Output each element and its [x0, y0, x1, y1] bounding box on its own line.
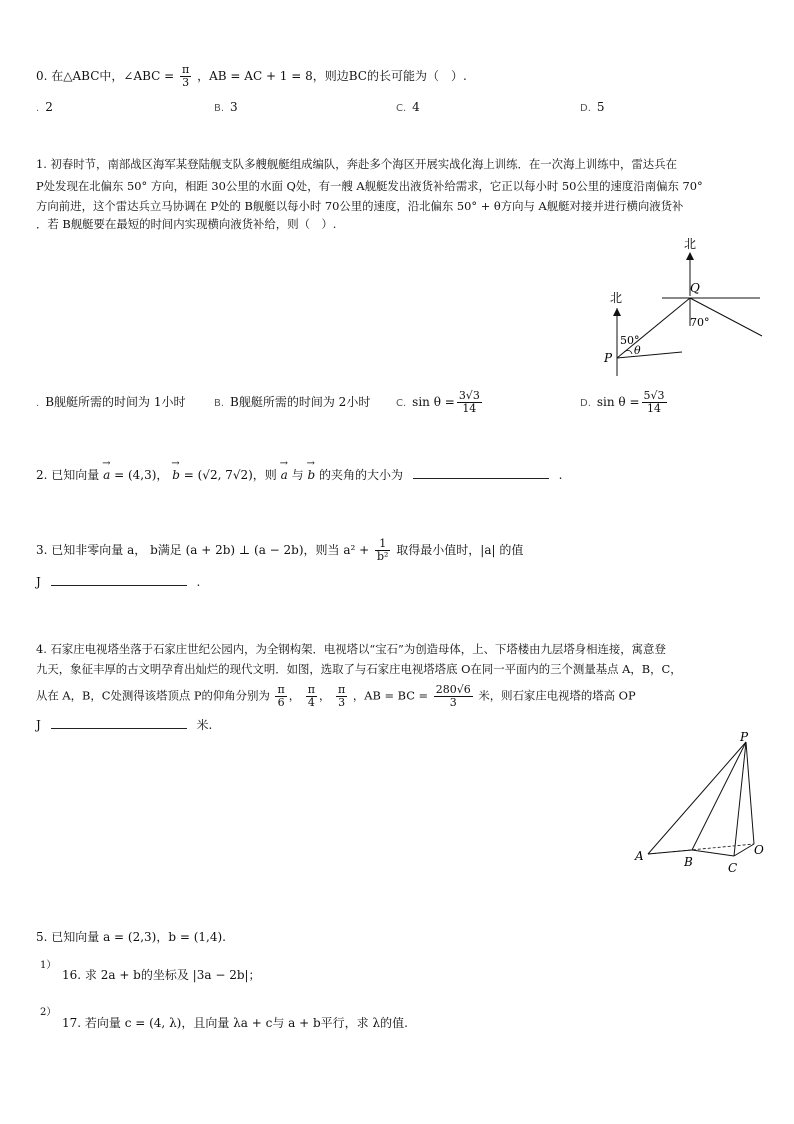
- q13-answer-blank[interactable]: [51, 575, 187, 586]
- q13-line-2: [36, 575, 200, 589]
- q14-frac-2: [306, 684, 317, 709]
- pq-line: [617, 298, 690, 358]
- q15-stem: 5. 已知向量 a = (2,3)，b = (1,4).: [36, 930, 226, 944]
- option-text: 5: [596, 100, 605, 114]
- option-fraction: [457, 390, 482, 415]
- frac-d: 14: [462, 402, 477, 415]
- q12-answer-blank[interactable]: [413, 468, 549, 479]
- q10-stem-b: ，AB = AC + 1 = 8，则边BC的长可能为（ ）.: [197, 69, 467, 83]
- frac-d: 14: [647, 402, 662, 415]
- q14-text-c: 米，则石家庄电视塔的塔高 OP: [478, 688, 636, 703]
- q15-part2-marker: 2）: [40, 1007, 57, 1018]
- q10-stem: [36, 64, 467, 89]
- q12-text-c: = (√2, 7√2)，则: [183, 468, 277, 482]
- line-bc: [692, 850, 734, 856]
- p-north-arrowhead: [613, 308, 621, 316]
- q10-option-a[interactable]: [36, 100, 53, 114]
- q10-fraction: [180, 64, 191, 89]
- option-fraction: [642, 390, 667, 415]
- vector-b: → b: [172, 468, 180, 482]
- q13-text-b: a，: [127, 543, 147, 557]
- q12-text-g: 的夹角的大小为: [318, 468, 403, 482]
- q14-answer-blank[interactable]: [51, 718, 187, 729]
- q11-figure: [590, 236, 770, 386]
- q10-option-b[interactable]: [214, 100, 238, 114]
- q-north-arrowhead: [686, 252, 694, 260]
- q13-text-a: 3. 已知非零向量: [36, 543, 124, 557]
- frac-n: π: [337, 683, 346, 696]
- frac-d: b²: [377, 550, 389, 563]
- point-a-label: A: [635, 849, 644, 863]
- point-o-label: O: [754, 843, 764, 857]
- q12-text-a: 2. 已知向量: [36, 468, 100, 482]
- q14-prefix: J: [36, 718, 41, 732]
- north-label-q: 北: [684, 237, 697, 251]
- q12-stem: [36, 466, 562, 483]
- frac-n: π: [277, 683, 285, 696]
- angle-theta-label: θ: [634, 344, 641, 357]
- q14-text-a: 从在 A，B，C处测得该塔顶点 P的仰角分别为: [36, 688, 270, 703]
- frac-d: 4: [307, 696, 315, 709]
- q14-line-2: 九天，象征丰厚的古文明孕育出灿烂的现代文明．如图，选取了与石家庄电视塔塔底 O在同一平面内的三个测量基点 A，B，C，: [36, 662, 682, 676]
- option-text: B舰艇所需的时间为 2小时: [230, 395, 371, 409]
- q11-option-c[interactable]: [396, 390, 484, 415]
- option-text: sin θ =: [412, 395, 455, 409]
- q14-end: 米.: [196, 718, 213, 732]
- frac-d: 3: [338, 696, 346, 709]
- frac-n: 5√3: [643, 389, 665, 402]
- q11-option-a[interactable]: [36, 393, 185, 410]
- q14-line-1: 4. 石家庄电视塔坐落于石家庄世纪公园内，为全钢构架．电视塔以“宝石”为创造母体，上、下塔楼由九层塔身相连接，寓意登: [36, 642, 666, 656]
- option-label: .: [36, 103, 40, 114]
- frac-n: π: [307, 683, 315, 696]
- option-text: B舰艇所需的时间为 1小时: [45, 395, 186, 409]
- point-p-label: P: [740, 730, 749, 744]
- q10-frac-d: 3: [182, 76, 190, 89]
- q12-end: .: [558, 468, 563, 482]
- q14-frac-3: [336, 684, 347, 709]
- option-label: D.: [580, 103, 591, 114]
- q11-line-3: 方向前进，这个雷达兵立马协调在 P处的 B舰艇以每小时 70公里的速度，沿北偏东 50° + θ方向与 A舰艇对接并进行横向液货补: [36, 199, 684, 213]
- line-pa: [648, 742, 746, 854]
- option-label: C.: [396, 103, 407, 114]
- q12-text-b: = (4,3)，: [114, 468, 169, 482]
- option-text: sin θ =: [596, 395, 640, 409]
- q-label: Q: [690, 281, 700, 295]
- q11-option-d[interactable]: [580, 390, 669, 415]
- q15-part1-marker: 1）: [40, 960, 57, 971]
- vector-a: → a: [281, 468, 288, 482]
- q11-line-1: 1. 初春时节，南部战区海军某登陆舰支队多艘舰艇组成编队，奔赴多个海区开展实战化海上训练．在一次海上训练中，雷达兵在: [36, 157, 677, 171]
- q13-text-d: 取得最小值时，|a| 的值: [396, 543, 524, 557]
- q14-line-3: 从在 A，B，C处测得该塔顶点 P的仰角分别为 $\frac{\pi}{6}$ ， $\frac{\pi}{4}$ ， $\frac{\pi}{3}$ ，AB = BC = $\frac{280√6}{3}$ 米，则石家庄电视塔的塔高 OP: [36, 683, 636, 709]
- p-label: P: [604, 351, 613, 365]
- point-c-label: C: [728, 861, 738, 875]
- option-text: 2: [45, 100, 53, 114]
- option-label: B.: [214, 398, 225, 409]
- q11-line-2: P处发现在北偏东 50° 方向，相距 30公里的水面 Q处，有一艘 A舰艇发出液货补给需求，它正以每小时 50公里的速度沿南偏东 70°: [36, 179, 703, 193]
- angle-50-label: 50°: [620, 334, 640, 347]
- q11-line-4: ．若 B舰艇要在最短的时间内实现横向液货补给，则（ ）.: [36, 217, 337, 231]
- line-ao-dashed: [648, 844, 754, 854]
- q13-stem: [36, 538, 523, 563]
- option-text: 4: [412, 100, 420, 114]
- q14-tower-figure: [632, 730, 762, 880]
- q10-number: 0.: [36, 69, 48, 83]
- option-label: D.: [580, 398, 591, 409]
- option-label: .: [36, 398, 40, 409]
- frac-d: 3: [449, 696, 457, 709]
- frac-n: 3√3: [458, 389, 480, 402]
- q14-line-4: [36, 716, 212, 733]
- q10-stem-a: 在△ABC中，∠ABC =: [51, 69, 175, 83]
- angle-arc: [624, 350, 632, 354]
- q13-text-c: b满足 (a + 2b) ⊥ (a − 2b)，则当 a² +: [150, 543, 370, 557]
- b-direction-line: [617, 352, 682, 358]
- line-co: [734, 844, 754, 856]
- vector-a: → a: [103, 468, 110, 482]
- vector-b: → b: [307, 468, 315, 482]
- angle-70-label: 70°: [690, 316, 710, 329]
- q13-fraction: [375, 538, 390, 563]
- line-po: [746, 742, 754, 844]
- frac-n: 280√6: [435, 683, 471, 696]
- frac-d: 6: [277, 696, 285, 709]
- q14-frac-4: [434, 684, 473, 709]
- q10-option-d[interactable]: [580, 100, 605, 114]
- line-pb: [692, 742, 746, 850]
- north-label-p: 北: [610, 291, 623, 305]
- q15-part2: 17. 若向量 c = (4, λ)，且向量 λa + c与 a + b平行，求 λ的值.: [62, 1016, 408, 1030]
- frac-n: 1: [375, 538, 390, 551]
- point-b-label: B: [684, 855, 693, 869]
- option-label: B.: [214, 103, 225, 114]
- q10-frac-n: π: [182, 63, 190, 76]
- q14-text-b: ，AB = BC =: [352, 688, 429, 703]
- q13-prefix: J: [36, 575, 41, 589]
- line-pc: [734, 742, 746, 856]
- option-text: 3: [230, 100, 238, 114]
- q12-text-e: 与: [291, 468, 304, 482]
- q11-option-b[interactable]: [214, 393, 370, 410]
- option-label: C.: [396, 398, 407, 409]
- q14-frac-1: [275, 684, 286, 709]
- q13-end: .: [196, 575, 201, 589]
- q15-part1: 16. 求 2a + b的坐标及 |3a − 2b|；: [62, 968, 261, 982]
- q10-option-c[interactable]: [396, 100, 420, 114]
